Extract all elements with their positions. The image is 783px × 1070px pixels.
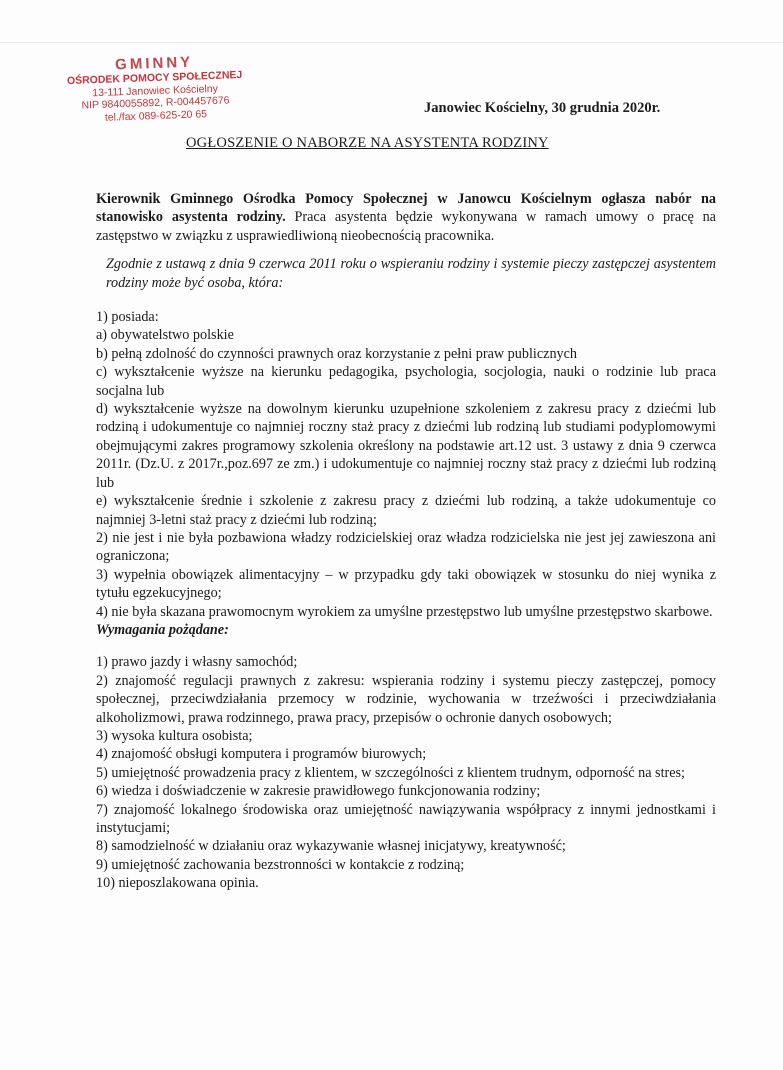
requirements-heading: Wymagania pożądane:: [96, 621, 229, 638]
condition-item: a) obywatelstwo polskie: [96, 327, 234, 344]
requirement-item: 7) znajomość lokalnego środowiska oraz umiejętność nawiązywania współpracy z innymi jednostkami i instytucjami;: [96, 801, 716, 836]
condition-item: e) wykształcenie średnie i szkolenie z zakresu pracy z dziećmi lub rodziną, a także udokumentuje co najmniej 3-letni staż pracy z dziećmi lub rodziną;: [96, 493, 716, 528]
stamp-line-4: NIP 9840055892, R-004457676: [81, 94, 230, 112]
condition-item: d) wykształcenie wyższe na dowolnym kierunku uzupełnione szkoleniem z zakresu pracy z dziećmi lub rodziną i udokumentuje co najmniej roczny staż pracy z dziećmi lub rodziną lub studiami podyplomowymi obejmującymi zakres programowy szkolenia określony na podstawie art.12 ust. 3 ustawy z dnia 9 czerwca 2011r. (Dz.U. z 2017r.,poz.697 ze zm.) i udokumentuje co najmniej roczny staż pracy z dziećmi lub rodziną lub: [96, 401, 716, 491]
requirement-item: 1) prawo jazdy i własny samochód;: [96, 654, 298, 671]
requirement-item: 10) nieposzlakowana opinia.: [96, 875, 259, 892]
condition-item: c) wykształcenie wyższe na kierunku pedagogika, psychologia, socjologia, nauki o rodzinie lub praca socjalna lub: [96, 364, 716, 399]
stamp-line-5: tel./fax 089-625-20 65: [104, 107, 208, 124]
condition-item: 4) nie była skazana prawomocnym wyrokiem za umyślne przestępstwo lub umyślne przestępstwo skarbowe.: [96, 603, 713, 620]
condition-item: b) pełną zdolność do czynności prawnych oraz korzystanie z pełni praw publicznych: [96, 345, 578, 362]
stamp-line-1: GMINNY: [114, 53, 194, 74]
condition-item: 2) nie jest i nie była pozbawiona władzy rodzicielskiej oraz władza rodzicielska nie jest jej zawieszona ani ograniczona;: [96, 529, 716, 565]
requirement-item: 3) wysoka kultura osobista;: [96, 727, 253, 744]
document-title: OGŁOSZENIE O NABORZE NA ASYSTENTA RODZINY: [186, 135, 549, 151]
intro-paragraph: [96, 190, 716, 245]
legal-basis: Zgodnie z ustawą z dnia 9 czerwca 2011 roku o wspieraniu rodziny i systemie pieczy zastępczej asystentem rodziny może być osoba, która:: [106, 256, 716, 291]
document-body: [96, 190, 716, 893]
scan-artifact-line: [0, 42, 783, 43]
condition-item: 3) wypełnia obowiązek alimentacyjny – w przypadku gdy taki obowiązek w stosunku do niej wynika z tytułu egzekucyjnego;: [96, 566, 716, 602]
requirement-item: 6) wiedza i doświadczenie w zakresie prawidłowego funkcjonowania rodziny;: [96, 783, 541, 800]
intro-bold: Kierownik Gminnego Ośrodka Pomocy Społecznej w Janowcu Kościelnym ogłasza nabór na stanowisko asystenta rodziny.: [96, 191, 716, 226]
requirement-item: 8) samodzielność w działaniu oraz wykazywanie własnej inicjatywy, kreatywność;: [96, 838, 566, 855]
requirement-item: 5) umiejętność prowadzenia pracy z klientem, w szczególności z klientem trudnym, odporność na stres;: [96, 764, 685, 781]
stamp-line-2: OŚRODEK POMOCY SPOŁECZNEJ: [66, 68, 243, 88]
stamp-line-3: 13-111 Janowiec Kościelny: [92, 82, 219, 99]
document-date: Janowiec Kościelny, 30 grudnia 2020r.: [424, 100, 661, 116]
institution-stamp: [59, 52, 251, 126]
requirement-item: 9) umiejętność zachowania bezstronności w kontakcie z rodziną;: [96, 856, 465, 873]
condition-item: 1) posiada:: [96, 309, 159, 326]
requirement-item: 2) znajomość regulacji prawnych z zakresu: wspierania rodziny i systemu pieczy zastępczej, pomocy społecznej, przeciwdziałania przemocy w rodzinie, wychowania w trzeźwości i przeciwdziałania alkoholizmowi, prawa rodzinnego, prawa pracy, przepisów o ochronie danych osobowych;: [96, 672, 716, 726]
intro-rest: Praca asystenta będzie wykonywana w ramach umowy o pracę na zastępstwo w związku z usprawiedliwioną nieobecnością pracownika.: [96, 209, 716, 244]
requirement-item: 4) znajomość obsługi komputera i programów biurowych;: [96, 746, 427, 763]
